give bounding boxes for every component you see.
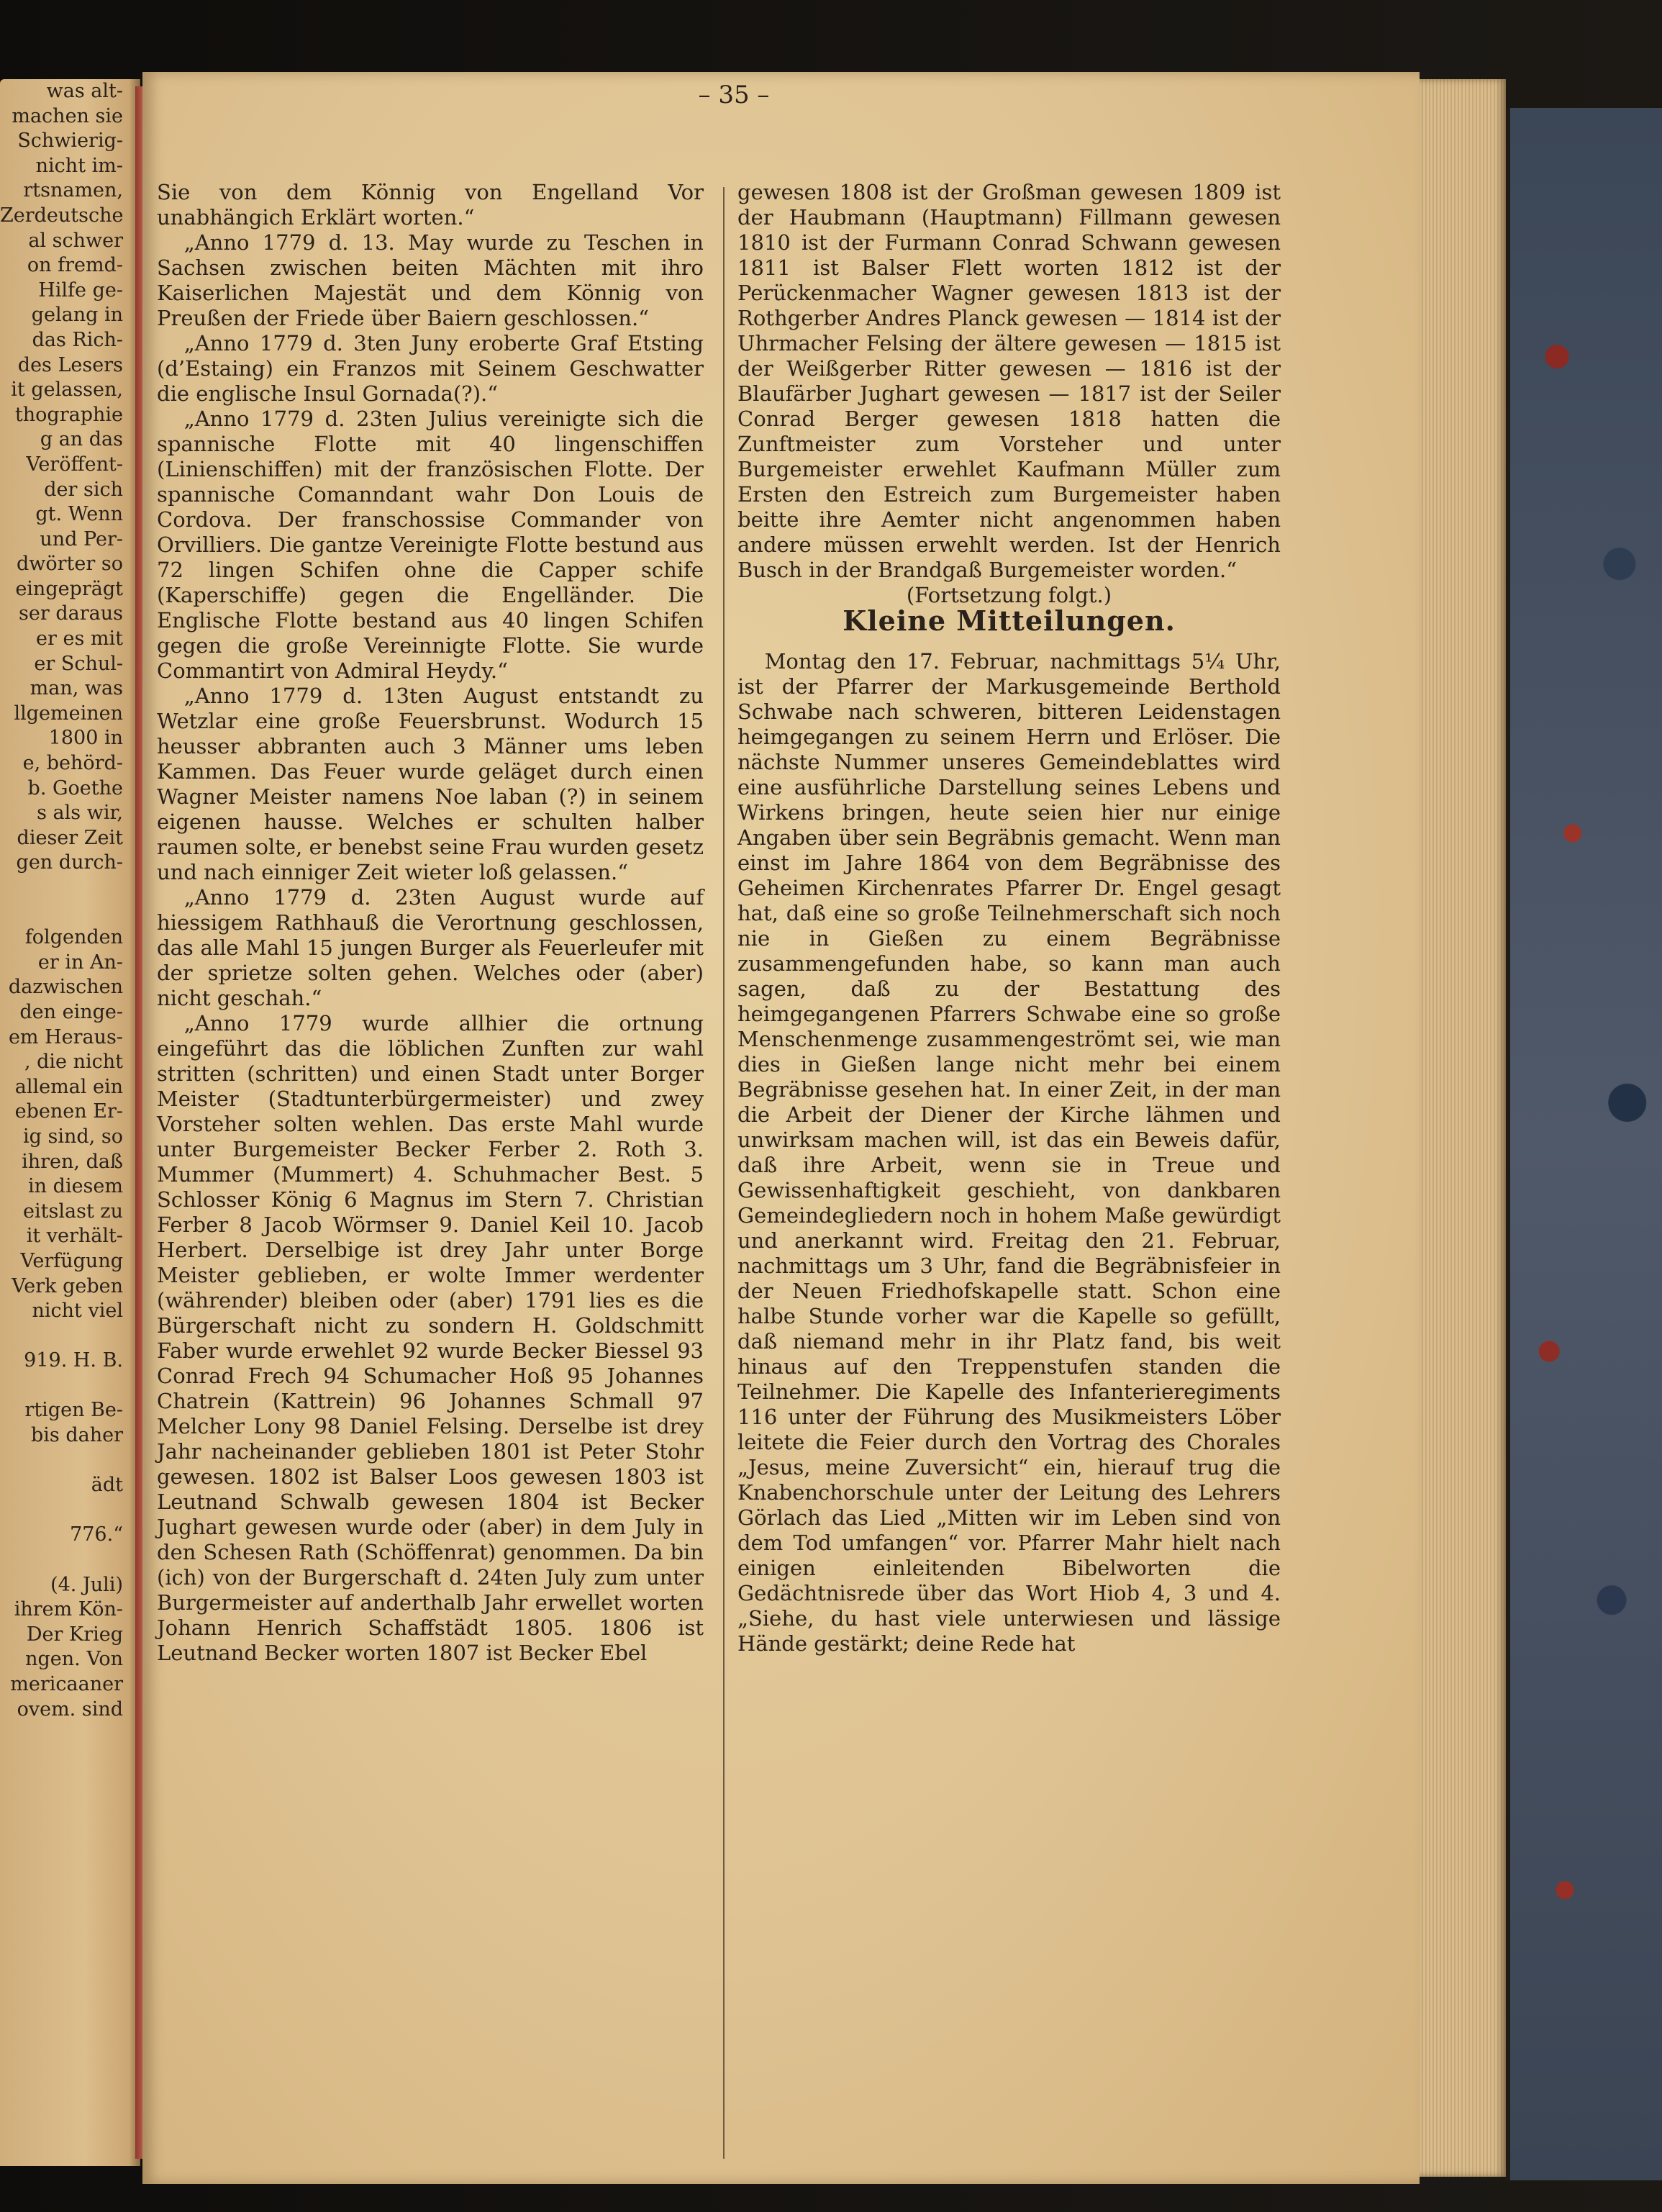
left-page-fragment: thographie <box>14 403 123 426</box>
left-page-fragment: llgemeinen <box>14 702 123 725</box>
paragraph: „Anno 1779 d. 3ten Juny eroberte Graf Etsting (d’Estaing) ein Franzos mit Seinem Geschwatter die englische Insul Gornada(?).“ <box>157 331 704 406</box>
left-page-fragment: ihren, daß <box>22 1150 123 1173</box>
left-column <box>157 180 704 1666</box>
paragraph: „Anno 1779 d. 13. May wurde zu Teschen in Sachsen zwischen beiten Mächten mit ihro Kaiserlichen Majestät und dem Könnig von Preußen der Friede über Baiern geschlossen.“ <box>157 230 704 330</box>
left-page-fragment: eingeprägt <box>15 577 123 600</box>
left-page-fragment: b. Goethe <box>27 776 123 799</box>
section-paragraph: Montag den 17. Februar, nachmittags 5¼ Uhr, ist der Pfarrer der Markusgemeinde Berthold Schwabe nach schweren, bitteren Leidenstagen heimgegangen zu seinem Herrn und Erlöser. Die nächste Nummer unseres Gemeindeblattes wird eine ausführliche Darstellung seines Lebens und Wirkens bringen, heute seien hier nur einige Angaben über sein Begräbnis gemacht. Wenn man einst im Jahre 1864 von dem Begräbnisse des Geheimen Kirchenrates Pfarrer Dr. Engel gesagt hat, daß eine so große Teilnehmerschaft sich noch nie in Gießen zu einem Begräbnisse zusammengefunden habe, so kann man auch sagen, daß zu der Bestattung des heimgegangenen Pfarrers Schwabe eine so große Menschenmenge zusammengeströmt sei, wie man dies in Gießen lange nicht mehr bei einem Begräbnisse gesehen hat. In einer Zeit, in der man die Arbeit der Diener der Kirche lähmen und unwirksam machen will, ist das ein Beweis dafür, daß ihre Arbeit, wenn sie in Treue und Gewissenhaftigkeit geschieht, von dankbaren Gemeindegliedern noch in hohem Maße gewürdigt und anerkannt wird. Freitag den 21. Februar, nachmittags um 3 Uhr, fand die Begräbnisfeier in der Neuen Friedhofskapelle statt. Schon eine halbe Stunde vorher war die Kapelle so gefüllt, daß niemand mehr in ihr Platz fand, bis weit hinaus auf den Treppenstufen standen die Teilnehmer. Die Kapelle des Infanterieregiments 116 unter der Führung des Musikmeisters Löber leitete die Feier durch den Vortrag des Chorales „Jesus, meine Zuversicht“ ein, hierauf trug die Knabenchorschule unter der Leitung des Lehrers Görlach das Lied „Mitten wir im Leben sind von dem Tod umfangen“ vor. Pfarrer Mahr hielt nach einigen einleitenden Bibelworten die Gedächtnisrede über das Wort Hiob 4, 3 und 4. „Siehe, du hast viele unterwiesen und lässige Hände gestärkt; deine Rede hat <box>737 649 1281 1656</box>
left-page-fragment: Zerdeutsche <box>0 204 124 227</box>
left-page-fragment: gelang in <box>31 304 123 327</box>
left-page-fragment: in diesem <box>28 1175 123 1198</box>
left-page-fragment: Schwierig- <box>17 130 123 153</box>
right-column-paragraphs <box>737 180 1281 583</box>
right-column <box>737 180 1281 1656</box>
paragraph: „Anno 1779 d. 23ten Julius vereinigte sich die spannische Flotte mit 40 lingenschiffen (Linienschiffen) mit der französischen Flotte. Der spannische Comanndant wahr Don Louis de Cordova. Der franschossise Commander von Orvilliers. Die gantze Vereinigte Flotte bestund aus 72 lingen Schifen ohne die Capper schife (Kaperschiffe) gegen die Engelländer. Die Englische Flotte bestand aus 40 lingen Schifen gegen die große Vereinnigte Flotte. Sie wurde Commantirt von Admiral Heydy.“ <box>157 407 704 683</box>
left-page-fragment: er es mit <box>36 627 123 651</box>
left-page-fragment: was alt- <box>46 80 123 102</box>
page-number: – 35 – <box>698 81 770 109</box>
left-page-fragment: Verk geben <box>12 1274 123 1297</box>
paragraph: „Anno 1779 d. 23ten August wurde auf hiessigem Rathhauß die Verortnung geschlossen, das alle Mahl 15 jungen Burger als Feuerleufer mit der sprietze solten gehen. Welches oder (aber) nicht geschah.“ <box>157 885 704 1010</box>
paragraph: „Anno 1779 wurde allhier die ortnung eingeführt das die löblichen Zunften zur wahl stritten (schritten) und einen Stadt unter Borger Meister (Stadtunterbürgermeister) und zwey Vorsteher solten wehlen. Das erste Mahl wurde unter Burgemeister Becker Ferber 2. Roth 3. Mummer (Mummert) 4. Schuhmacher Best. 5 Schlosser König 6 Magnus im Stern 7. Christian Ferber 8 Jacob Wörmser 9. Daniel Keil 10. Jacob Herbert. Derselbige ist drey Jahr unter Borge Meister geblieben, er wolte Immer werdenter (währender) bleiben oder (aber) 1791 lies es die Bürgerschaft nicht zu sondern H. Goldschmitt Faber wurde erwehlet 92 wurde Becker Biessel 93 Conrad Frech 94 Schumacher Hoß 95 Johannes Chatrein (Kattrein) 96 Johannes Schmall 97 Melcher Lony 98 Daniel Felsing. Derselbe ist drey Jahr nacheinander geblieben 1801 ist Peter Stohr gewesen. 1802 ist Balser Loos gewesen 1803 ist Leutnand Schwalb gewesen 1804 ist Becker Jughart gewesen wurde oder (aber) in dem July in den Schesen Rath (Schöffenrat) genommen. Da bin (ich) von der Burgerschaft d. 24ten July zum unter Burgermeister auf anderthalb Jahr erwellet worten Johann Henrich Schaffstädt 1805. 1806 ist Leutnand Becker worten 1807 ist Becker Ebel <box>157 1011 704 1665</box>
left-page-fragment: ebenen Er- <box>14 1100 123 1123</box>
left-page-fragment: nicht im- <box>35 154 123 177</box>
left-page-fragment: ihrem Kön- <box>14 1598 123 1621</box>
left-page-fragment: em Heraus- <box>8 1025 123 1048</box>
left-page-fragment: machen sie <box>12 104 123 127</box>
left-page-fragment: e, behörd- <box>22 752 123 775</box>
column-rule <box>723 187 725 2159</box>
left-page-fragment <box>0 876 140 901</box>
left-page-fragment: ovem. sind <box>17 1697 123 1721</box>
left-page-fragment: (4. Juli) <box>50 1573 123 1596</box>
left-page-fragment: Verfügung <box>20 1249 123 1272</box>
left-page-fragment <box>0 901 140 926</box>
left-page-fragment: 1800 in <box>48 727 123 750</box>
left-page-fragment: on fremd- <box>27 254 123 277</box>
section-title: Kleine Mitteilungen. <box>843 604 1176 637</box>
left-page-fragment: man, was <box>29 677 123 700</box>
left-page-fragment: der sich <box>44 478 123 501</box>
left-page-fragment: Hilfe ge- <box>38 278 123 302</box>
page-fore-edge <box>1420 79 1506 2177</box>
left-page-fragment: allemal ein <box>14 1075 123 1098</box>
marbled-cover <box>1506 108 1662 2180</box>
left-page-fragment: dieser Zeit <box>17 826 123 849</box>
left-page-edge <box>0 79 140 2166</box>
continued-note: (Fortsetzung folgt.) <box>906 583 1112 607</box>
left-page-fragment: mericaaner <box>10 1673 123 1695</box>
left-page-fragment: gen durch- <box>16 851 123 874</box>
left-page-fragment: 776.“ <box>70 1523 123 1546</box>
left-page-fragment: g an das <box>40 428 123 451</box>
left-page-fragment: Veröffent- <box>26 453 123 476</box>
paragraph: „Anno 1779 d. 13ten August entstandt zu Wetzlar eine große Feuersbrunst. Wodurch 15 heusser abbranten auch 3 Männer ums leben Kammen. Das Feuer wurde geläget durch einen Wagner Meister namens Noe laban (?) in seinem eigenen hausse. Welches er schulten halber raumen solte, er benebst seine Frau wurden gesetz und nach einniger Zeit wieter loß gelassen.“ <box>157 684 704 884</box>
left-page-fragment: des Lesers <box>17 353 123 376</box>
left-page-fragment: gt. Wenn <box>35 503 123 526</box>
left-page-fragment: er in An- <box>37 951 123 974</box>
left-page-fragment: das Rich- <box>32 328 123 351</box>
left-page-fragment: 919. H. B. <box>24 1349 123 1372</box>
left-page-fragment: dwörter so <box>17 553 123 576</box>
left-page-fragment: den einge- <box>19 1000 123 1023</box>
left-page-fragment: al schwer <box>28 229 123 252</box>
left-page-fragment: ig sind, so <box>23 1125 123 1148</box>
left-page-fragment <box>0 1324 140 1349</box>
paragraph: Sie von dem Könnig von Engelland Vor unabhängich Erklärt worten.“ <box>157 180 704 230</box>
left-page-fragment: s als wir, <box>37 802 123 825</box>
left-page-fragment: it verhält- <box>26 1225 123 1248</box>
left-page-red-edge <box>135 86 142 2159</box>
left-page-fragment: dazwischen <box>8 976 123 999</box>
left-page-fragment: Der Krieg <box>26 1623 123 1646</box>
left-page-fragment: bis daher <box>30 1424 123 1447</box>
left-page-fragment: rtsnamen, <box>23 179 123 202</box>
left-page-fragment: er Schul- <box>34 652 123 675</box>
left-page-fragment: ädt <box>91 1474 123 1497</box>
left-page-fragment <box>0 1498 140 1523</box>
left-page-fragment: , die nicht <box>24 1051 123 1074</box>
left-page-fragment: it gelassen, <box>11 379 123 402</box>
left-page-fragment <box>0 1548 140 1573</box>
left-page-fragment: nicht viel <box>32 1300 123 1323</box>
paragraph: gewesen 1808 ist der Großman gewesen 1809 ist der Haubmann (Hauptmann) Fillmann gewesen 1810 ist der Furmann Conrad Schwann gewesen 1811 ist Balser Flett worten 1812 ist der Perückenmacher Wagner gewesen 1813 ist der Rothgerber Andres Planck gewesen — 1814 ist der Uhrmacher Felsing der ältere gewesen — 1815 ist der Weißgerber Ritter gewesen — 1816 ist der Blaufärber Jughart gewesen — 1817 ist der Seiler Conrad Berger gewesen 1818 hatten die Zunftmeister zum Vorsteher und unter Burgemeister erwehlet Kaufmann Müller zum Ersten den Estreich zum Burgemeister haben beitte ihre Aemter nicht angenommen haben andere müssen erwehlt werden. Ist der Henrich Busch in der Brandgaß Burgemeister worden.“ <box>737 180 1281 582</box>
left-page-fragment: ngen. Von <box>25 1648 123 1671</box>
left-page-fragment <box>0 1449 140 1474</box>
left-page-fragment: rtigen Be- <box>24 1399 123 1422</box>
left-page-fragment <box>0 1374 140 1399</box>
left-page-fragment: und Per- <box>40 527 123 550</box>
left-page-fragment: ser daraus <box>19 602 123 625</box>
left-page-fragment: eitslast zu <box>23 1200 123 1223</box>
left-page-fragment: folgenden <box>24 926 123 949</box>
